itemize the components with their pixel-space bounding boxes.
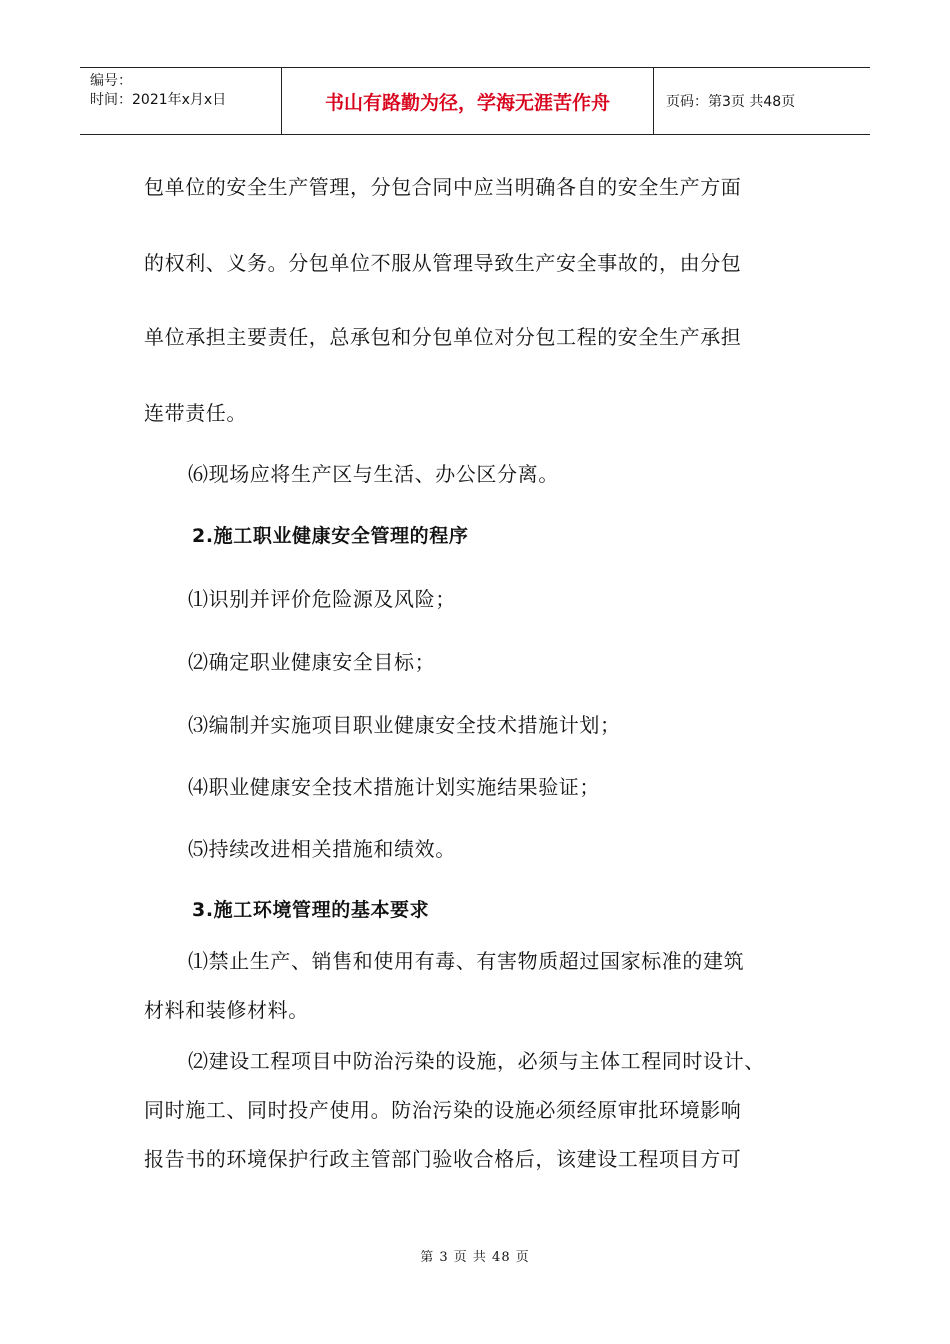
- paragraph-line: ⑹现场应将生产区与生活、办公区分离。: [188, 462, 559, 486]
- paragraph-line: 同时施工、同时投产使用。防治污染的设施必须经原审批环境影响: [144, 1098, 742, 1122]
- header-page-info: 页码：第3页 共48页: [666, 94, 796, 110]
- section-heading: 3.施工环境管理的基本要求: [192, 899, 430, 921]
- paragraph-line: 单位承担主要责任，总承包和分包单位对分包工程的安全生产承担: [144, 325, 742, 349]
- paragraph-line: 的权利、义务。分包单位不服从管理导致生产安全事故的，由分包: [144, 251, 742, 275]
- list-item: ⑸持续改进相关措施和绩效。: [188, 837, 456, 861]
- paragraph-line: 连带责任。: [144, 401, 247, 425]
- paragraph-line: 报告书的环境保护行政主管部门验收合格后，该建设工程项目方可: [144, 1147, 742, 1171]
- page-header: [80, 67, 870, 135]
- list-item: ⑶编制并实施项目职业健康安全技术措施计划；: [188, 713, 621, 737]
- paragraph-line: 包单位的安全生产管理，分包合同中应当明确各自的安全生产方面: [144, 175, 742, 199]
- header-meta: [80, 68, 282, 134]
- page-footer: 第 3 页 共 48 页: [420, 1250, 530, 1265]
- list-item: ⑴识别并评价危险源及风险；: [188, 587, 456, 611]
- header-motto: 书山有路勤为径，学海无涯苦作舟: [282, 68, 654, 134]
- list-item: ⑵确定职业健康安全目标；: [188, 650, 436, 674]
- header-number-label: 编号：: [90, 73, 132, 89]
- paragraph-line: 材料和装修材料。: [144, 998, 309, 1022]
- list-item: ⑷职业健康安全技术措施计划实施结果验证；: [188, 775, 600, 799]
- paragraph-line: ⑴禁止生产、销售和使用有毒、有害物质超过国家标准的建筑: [188, 949, 745, 973]
- paragraph-line: ⑵建设工程项目中防治污染的设施，必须与主体工程同时设计、: [188, 1049, 765, 1073]
- header-date-label: 时间：2021年x月x日: [90, 92, 227, 108]
- section-heading: 2.施工职业健康安全管理的程序: [192, 525, 469, 547]
